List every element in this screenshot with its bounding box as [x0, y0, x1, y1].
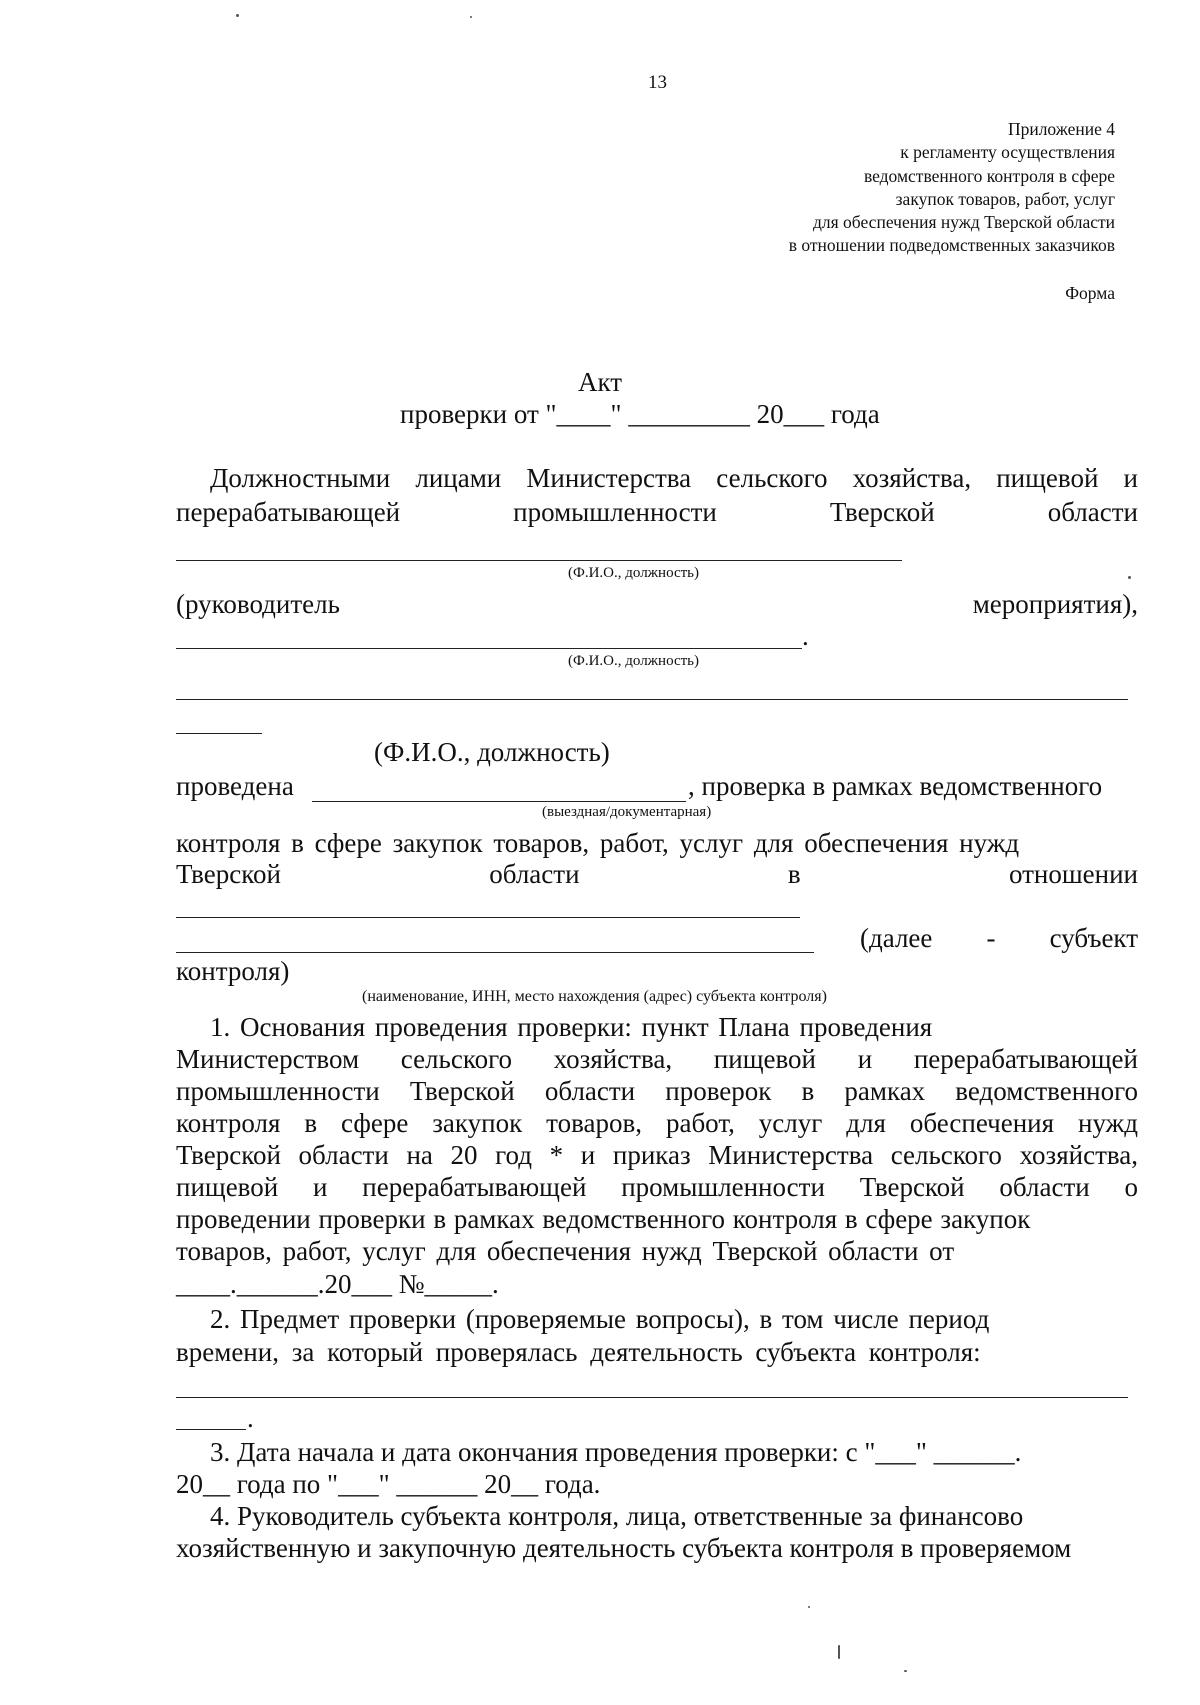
appendix-line: закупок товаров, работ, услуг — [895, 188, 1115, 209]
form-label: Форма — [1065, 283, 1115, 303]
scan-speck — [904, 1670, 907, 1672]
paragraph-1-line: ____.______.20___ №_____. — [176, 1269, 499, 1299]
body-line: (руководитель — [176, 589, 340, 619]
document-subtitle: проверки от "____" _________ 20___ года — [400, 399, 880, 429]
fill-line — [176, 560, 902, 561]
fill-line — [176, 699, 1128, 700]
scan-speck — [236, 14, 239, 17]
body-line: , проверка в рамках ведомственного — [688, 771, 1103, 801]
paragraph-2-line: времени, за который проверялась деятельность субъекта контроля: — [176, 1337, 981, 1367]
caption-subject: (наименование, ИНН, место нахождения (адрес) субъекта контроля) — [362, 988, 827, 1005]
caption-type: (выездная/документарная) — [542, 804, 712, 820]
scan-speck — [808, 1606, 810, 1608]
page-number: 13 — [648, 72, 667, 93]
body-line: контроля в сфере закупок товаров, работ, услуг для обеспечения нужд — [176, 828, 1020, 858]
paragraph-1-line: товаров, работ, услуг для обеспечения нужд Тверской области от — [176, 1236, 955, 1266]
body-line: Должностными лицами Министерства сельского хозяйства, пищевой и — [210, 463, 1138, 493]
punctuation: . — [802, 621, 809, 651]
body-line: Тверской области в отношении — [176, 859, 1138, 889]
fill-line — [176, 1429, 246, 1430]
paragraph-4-line: 4. Руководитель субъекта контроля, лица, ответственные за финансово — [210, 1501, 1024, 1531]
paragraph-1-line: промышленности Тверской области проверок в рамках ведомственного — [176, 1076, 1138, 1106]
caption-fio-large: (Ф.И.О., должность) — [374, 737, 610, 767]
body-line: контроля) — [176, 956, 290, 986]
punctuation: . — [247, 1403, 254, 1433]
appendix-header — [789, 118, 1115, 258]
paragraph-1-line: Тверской области на 20 год * и приказ Министерства сельского хозяйства, — [176, 1140, 1138, 1170]
body-line: проведена — [176, 771, 294, 801]
appendix-line: в отношении подведомственных заказчиков — [788, 235, 1115, 256]
scan-speck — [838, 1645, 840, 1659]
fill-line — [176, 952, 814, 953]
fill-line — [176, 733, 262, 734]
fill-line — [176, 648, 802, 649]
body-line: мероприятия), — [972, 589, 1138, 619]
caption-fio: (Ф.И.О., должность) — [568, 653, 699, 669]
paragraph-1-line: Министерством сельского хозяйства, пищевой и перерабатывающей — [176, 1044, 1138, 1074]
paragraph-3-line: 20__ года по "___" ______ 20__ года. — [176, 1469, 601, 1499]
fill-line — [176, 917, 800, 918]
document-title: Акт — [577, 367, 623, 397]
fill-line — [312, 801, 686, 802]
paragraph-2-line: 2. Предмет проверки (проверяемые вопросы), в том числе период — [210, 1304, 990, 1334]
appendix-line: для обеспечения нужд Тверской области — [813, 212, 1115, 233]
paragraph-1-line: 1. Основания проведения проверки: пункт Плана проведения — [210, 1012, 933, 1042]
paragraph-1-line: проведении проверки в рамках ведомственного контроля в сфере закупок — [176, 1204, 1031, 1234]
appendix-line: Приложение 4 — [1007, 119, 1115, 139]
paragraph-1-line: контроля в сфере закупок товаров, работ, услуг для обеспечения нужд — [176, 1108, 1138, 1138]
body-line: (далее - субъект — [860, 923, 1138, 953]
caption-fio: (Ф.И.О., должность) — [568, 565, 699, 581]
paragraph-4-line: хозяйственную и закупочную деятельность субъекта контроля в проверяемом — [176, 1533, 1072, 1563]
fill-line — [176, 1397, 1128, 1398]
body-line: перерабатывающей промышленности Тверской области — [176, 497, 1138, 527]
paragraph-3-line: 3. Дата начала и дата окончания проведения проверки: с "___" ______. — [210, 1437, 1022, 1467]
appendix-line: ведомственного контроля в сфере — [863, 165, 1115, 186]
paragraph-1-line: пищевой и перерабатывающей промышленности Тверской области о — [176, 1172, 1138, 1202]
scan-speck — [1128, 576, 1131, 579]
scan-speck — [470, 16, 472, 18]
appendix-line: к регламенту осуществления — [900, 142, 1115, 163]
